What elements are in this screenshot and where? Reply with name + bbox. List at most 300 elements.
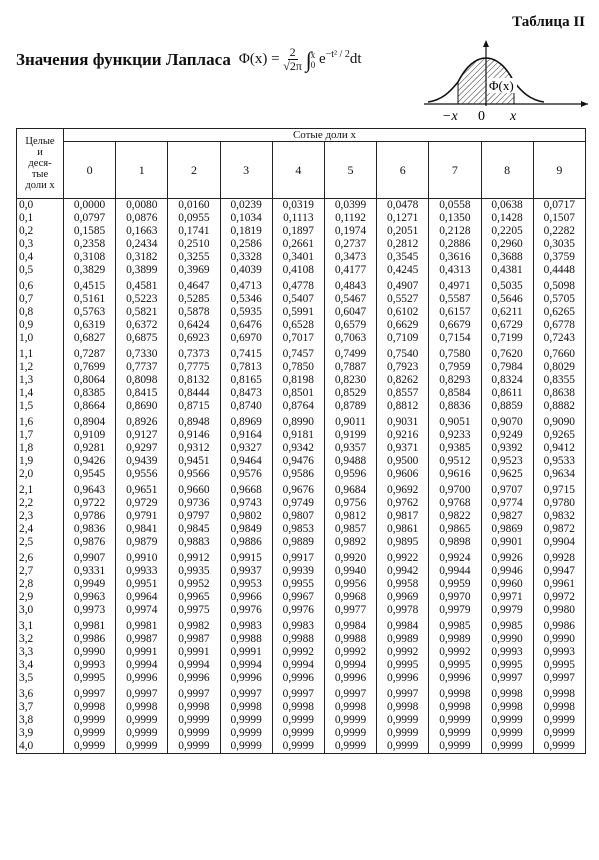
table-cell: 0,6265 xyxy=(533,306,585,319)
graph-phi-label: Φ(x) xyxy=(489,78,514,93)
table-cell: 0,8664 xyxy=(64,400,116,413)
table-cell: 0,9999 xyxy=(481,714,533,727)
table-cell: 0,9807 xyxy=(272,510,324,523)
group-header: Сотые доли x xyxy=(64,129,586,142)
table-cell: 0,9070 xyxy=(481,413,533,429)
table-cell: 0,9996 xyxy=(377,672,429,685)
table-cell: 0,9952 xyxy=(168,578,220,591)
table-cell: 0,9987 xyxy=(116,633,168,646)
table-cell: 0,9920 xyxy=(324,549,376,565)
table-cell: 0,3255 xyxy=(168,251,220,264)
table-cell: 0,6875 xyxy=(116,332,168,345)
table-cell: 0,9109 xyxy=(64,429,116,442)
table-cell: 0,8926 xyxy=(116,413,168,429)
table-cell: 0,9992 xyxy=(377,646,429,659)
table-row xyxy=(17,591,586,604)
corner-line: тые xyxy=(31,169,49,180)
table-cell: 0,9997 xyxy=(481,672,533,685)
table-cell: 0,8132 xyxy=(168,374,220,387)
table-cell: 0,2282 xyxy=(533,225,585,238)
table-cell: 0,0478 xyxy=(377,199,429,213)
table-cell: 0,9997 xyxy=(64,685,116,701)
table-row xyxy=(17,646,586,659)
table-cell: 0,9989 xyxy=(429,633,481,646)
table-cell: 0,9999 xyxy=(272,740,324,754)
graph-pos-x-label: x xyxy=(510,109,517,124)
table-cell: 0,9216 xyxy=(377,429,429,442)
table-cell: 0,3829 xyxy=(64,264,116,277)
table-row xyxy=(17,536,586,549)
table-cell: 0,1192 xyxy=(324,212,376,225)
table-cell: 0,6729 xyxy=(481,319,533,332)
table-cell: 0,8789 xyxy=(324,400,376,413)
table-cell: 0,9998 xyxy=(168,701,220,714)
row-x-value: 3,9 xyxy=(17,727,64,740)
table-cell: 0,9955 xyxy=(272,578,324,591)
table-cell: 0,9994 xyxy=(220,659,272,672)
table-cell: 0,7199 xyxy=(481,332,533,345)
table-cell: 0,1585 xyxy=(64,225,116,238)
table-cell: 0,3473 xyxy=(324,251,376,264)
table-cell: 0,9977 xyxy=(324,604,376,617)
table-cell: 0,9960 xyxy=(481,578,533,591)
table-row xyxy=(17,306,586,319)
table-cell: 0,2586 xyxy=(220,238,272,251)
table-cell: 0,9997 xyxy=(533,672,585,685)
table-cell: 0,9999 xyxy=(168,714,220,727)
table-cell: 0,4971 xyxy=(429,277,481,293)
table-cell: 0,3108 xyxy=(64,251,116,264)
table-cell: 0,8385 xyxy=(64,387,116,400)
row-x-value: 1,8 xyxy=(17,442,64,455)
table-cell: 0,9996 xyxy=(429,672,481,685)
table-cell: 0,9700 xyxy=(429,481,481,497)
column-header: 3 xyxy=(220,142,272,199)
table-row xyxy=(17,387,586,400)
table-cell: 0,2661 xyxy=(272,238,324,251)
table-cell: 0,8029 xyxy=(533,361,585,374)
corner-line: и xyxy=(37,147,43,158)
table-cell: 0,8064 xyxy=(64,374,116,387)
row-x-value: 1,3 xyxy=(17,374,64,387)
table-row xyxy=(17,701,586,714)
column-header: 9 xyxy=(533,142,585,199)
table-cell: 0,9981 xyxy=(116,617,168,633)
table-row xyxy=(17,293,586,306)
table-cell: 0,4245 xyxy=(377,264,429,277)
table-row xyxy=(17,264,586,277)
table-cell: 0,9999 xyxy=(377,714,429,727)
row-x-value: 3,2 xyxy=(17,633,64,646)
table-row xyxy=(17,455,586,468)
table-cell: 0,9990 xyxy=(64,646,116,659)
table-cell: 0,1428 xyxy=(481,212,533,225)
row-x-value: 0,6 xyxy=(17,277,64,293)
table-cell: 0,9988 xyxy=(220,633,272,646)
table-cell: 0,9715 xyxy=(533,481,585,497)
table-cell: 0,9997 xyxy=(377,685,429,701)
table-cell: 0,7984 xyxy=(481,361,533,374)
row-x-value: 0,4 xyxy=(17,251,64,264)
table-cell: 0,9999 xyxy=(168,727,220,740)
table-cell: 0,7660 xyxy=(533,345,585,361)
table-cell: 0,1271 xyxy=(377,212,429,225)
table-cell: 0,9991 xyxy=(168,646,220,659)
table-cell: 0,4177 xyxy=(324,264,376,277)
table-cell: 0,3969 xyxy=(168,264,220,277)
table-row xyxy=(17,633,586,646)
table-cell: 0,9964 xyxy=(116,591,168,604)
table-cell: 0,9999 xyxy=(324,714,376,727)
table-cell: 0,9970 xyxy=(429,591,481,604)
table-cell: 0,9861 xyxy=(377,523,429,536)
table-cell: 0,0797 xyxy=(64,212,116,225)
table-cell: 0,9780 xyxy=(533,497,585,510)
table-row xyxy=(17,604,586,617)
table-cell: 0,8293 xyxy=(429,374,481,387)
table-cell: 0,9898 xyxy=(429,536,481,549)
table-cell: 0,3899 xyxy=(116,264,168,277)
table-cell: 0,9993 xyxy=(533,646,585,659)
table-cell: 0,9997 xyxy=(220,685,272,701)
table-cell: 0,9392 xyxy=(481,442,533,455)
table-cell: 0,9944 xyxy=(429,565,481,578)
table-cell: 0,7813 xyxy=(220,361,272,374)
column-header: 6 xyxy=(377,142,429,199)
table-cell: 0,7775 xyxy=(168,361,220,374)
table-cell: 0,9917 xyxy=(272,549,324,565)
table-cell: 0,7737 xyxy=(116,361,168,374)
column-header: 4 xyxy=(272,142,324,199)
table-cell: 0,6827 xyxy=(64,332,116,345)
table-cell: 0,9992 xyxy=(324,646,376,659)
table-cell: 0,9999 xyxy=(272,727,324,740)
table-cell: 0,5161 xyxy=(64,293,116,306)
table-cell: 0,7923 xyxy=(377,361,429,374)
table-cell: 0,5646 xyxy=(481,293,533,306)
table-cell: 0,4843 xyxy=(324,277,376,293)
table-cell: 0,8859 xyxy=(481,400,533,413)
table-cell: 0,9985 xyxy=(429,617,481,633)
table-cell: 0,9991 xyxy=(220,646,272,659)
table-row xyxy=(17,429,586,442)
table-cell: 0,9331 xyxy=(64,565,116,578)
column-header: 0 xyxy=(64,142,116,199)
column-header: 2 xyxy=(168,142,220,199)
table-cell: 0,9976 xyxy=(272,604,324,617)
table-cell: 0,9791 xyxy=(116,510,168,523)
table-cell: 0,8740 xyxy=(220,400,272,413)
table-cell: 0,9832 xyxy=(533,510,585,523)
formula-numerator: 2 xyxy=(289,45,296,59)
table-cell: 0,9976 xyxy=(220,604,272,617)
row-x-value: 3,8 xyxy=(17,714,64,727)
table-cell: 0,9999 xyxy=(64,714,116,727)
table-cell: 0,0399 xyxy=(324,199,376,213)
table-cell: 0,5285 xyxy=(168,293,220,306)
table-cell: 0,9997 xyxy=(324,685,376,701)
table-cell: 0,7887 xyxy=(324,361,376,374)
table-cell: 0,9974 xyxy=(116,604,168,617)
row-x-value: 1,0 xyxy=(17,332,64,345)
table-cell: 0,9999 xyxy=(429,727,481,740)
table-cell: 0,8638 xyxy=(533,387,585,400)
table-cell: 0,1507 xyxy=(533,212,585,225)
row-x-value: 1,6 xyxy=(17,413,64,429)
table-cell: 0,9889 xyxy=(272,536,324,549)
table-cell: 0,8230 xyxy=(324,374,376,387)
row-x-value: 1,7 xyxy=(17,429,64,442)
graph-neg-x-label: −x xyxy=(442,109,458,124)
table-cell: 0,9756 xyxy=(324,497,376,510)
table-cell: 0,4713 xyxy=(220,277,272,293)
table-cell: 0,7699 xyxy=(64,361,116,374)
table-cell: 0,8098 xyxy=(116,374,168,387)
table-cell: 0,9942 xyxy=(377,565,429,578)
table-row xyxy=(17,578,586,591)
table-cell: 0,4581 xyxy=(116,277,168,293)
table-cell: 0,7540 xyxy=(377,345,429,361)
table-cell: 0,9327 xyxy=(220,442,272,455)
table-cell: 0,9907 xyxy=(64,549,116,565)
table-cell: 0,9937 xyxy=(220,565,272,578)
table-cell: 0,9999 xyxy=(533,727,585,740)
table-cell: 0,9749 xyxy=(272,497,324,510)
table-cell: 0,9736 xyxy=(168,497,220,510)
table-cell: 0,9995 xyxy=(481,659,533,672)
table-cell: 0,9849 xyxy=(220,523,272,536)
table-cell: 0,9984 xyxy=(324,617,376,633)
table-cell: 0,9817 xyxy=(377,510,429,523)
graph-y-axis-arrow xyxy=(483,40,489,47)
table-cell: 0,9998 xyxy=(429,685,481,701)
table-row xyxy=(17,238,586,251)
table-cell: 0,7063 xyxy=(324,332,376,345)
table-row xyxy=(17,685,586,701)
table-cell: 0,9586 xyxy=(272,468,324,481)
table-row xyxy=(17,714,586,727)
table-cell: 0,9951 xyxy=(116,578,168,591)
table-cell: 0,3616 xyxy=(429,251,481,264)
table-cell: 0,9762 xyxy=(377,497,429,510)
row-x-value: 2,8 xyxy=(17,578,64,591)
table-cell: 0,9988 xyxy=(272,633,324,646)
table-cell: 0,9999 xyxy=(168,740,220,754)
table-cell: 0,9973 xyxy=(64,604,116,617)
row-x-value: 2,3 xyxy=(17,510,64,523)
integral-lower-limit: 0 xyxy=(310,59,316,70)
integral-upper-limit: x xyxy=(310,49,316,60)
table-cell: 0,9999 xyxy=(533,740,585,754)
table-cell: 0,9051 xyxy=(429,413,481,429)
column-header: 5 xyxy=(324,142,376,199)
table-cell: 0,2205 xyxy=(481,225,533,238)
table-cell: 0,0239 xyxy=(220,199,272,213)
table-cell: 0,9912 xyxy=(168,549,220,565)
table-cell: 0,8882 xyxy=(533,400,585,413)
table-cell: 0,3035 xyxy=(533,238,585,251)
table-cell: 0,9249 xyxy=(481,429,533,442)
table-cell: 0,4515 xyxy=(64,277,116,293)
table-cell: 0,8444 xyxy=(168,387,220,400)
table-cell: 0,6424 xyxy=(168,319,220,332)
table-cell: 0,9947 xyxy=(533,565,585,578)
table-cell: 0,9939 xyxy=(272,565,324,578)
table-cell: 0,7457 xyxy=(272,345,324,361)
table-cell: 0,9924 xyxy=(429,549,481,565)
table-cell: 0,7287 xyxy=(64,345,116,361)
table-cell: 0,6476 xyxy=(220,319,272,332)
table-cell: 0,9845 xyxy=(168,523,220,536)
table-cell: 0,9998 xyxy=(377,701,429,714)
table-cell: 0,0717 xyxy=(533,199,585,213)
table-row xyxy=(17,319,586,332)
table-cell: 0,5587 xyxy=(429,293,481,306)
table-cell: 0,9933 xyxy=(116,565,168,578)
laplace-formula xyxy=(239,46,362,73)
table-cell: 0,9426 xyxy=(64,455,116,468)
table-cell: 0,9985 xyxy=(481,617,533,633)
row-x-value: 0,5 xyxy=(17,264,64,277)
table-cell: 0,9616 xyxy=(429,468,481,481)
corner-header xyxy=(17,129,64,199)
row-x-value: 2,9 xyxy=(17,591,64,604)
table-cell: 0,9946 xyxy=(481,565,533,578)
table-cell: 0,9998 xyxy=(116,701,168,714)
table-cell: 0,9692 xyxy=(377,481,429,497)
table-cell: 0,1113 xyxy=(272,212,324,225)
table-cell: 0,8415 xyxy=(116,387,168,400)
row-x-value: 0,8 xyxy=(17,306,64,319)
table-cell: 0,9991 xyxy=(116,646,168,659)
table-row xyxy=(17,727,586,740)
table-cell: 0,9996 xyxy=(272,672,324,685)
table-cell: 0,9935 xyxy=(168,565,220,578)
table-cell: 0,9606 xyxy=(377,468,429,481)
table-cell: 0,9971 xyxy=(481,591,533,604)
table-cell: 0,9999 xyxy=(324,727,376,740)
table-cell: 0,9090 xyxy=(533,413,585,429)
table-cell: 0,5346 xyxy=(220,293,272,306)
graph-zero-label: 0 xyxy=(478,109,485,124)
laplace-table xyxy=(16,128,586,754)
table-cell: 0,9199 xyxy=(324,429,376,442)
table-cell: 0,8584 xyxy=(429,387,481,400)
table-cell: 0,9797 xyxy=(168,510,220,523)
table-cell: 0,9949 xyxy=(64,578,116,591)
row-x-value: 0,0 xyxy=(17,199,64,213)
table-row xyxy=(17,374,586,387)
table-cell: 0,7850 xyxy=(272,361,324,374)
table-cell: 0,3328 xyxy=(220,251,272,264)
table-cell: 0,9994 xyxy=(272,659,324,672)
graph-x-axis-arrow xyxy=(581,101,588,107)
table-cell: 0,3545 xyxy=(377,251,429,264)
table-cell: 0,4039 xyxy=(220,264,272,277)
table-row xyxy=(17,659,586,672)
table-cell: 0,9996 xyxy=(324,672,376,685)
table-cell: 0,9988 xyxy=(324,633,376,646)
table-cell: 0,7154 xyxy=(429,332,481,345)
row-x-value: 2,1 xyxy=(17,481,64,497)
table-cell: 0,9812 xyxy=(324,510,376,523)
table-cell: 0,2737 xyxy=(324,238,376,251)
column-header: 1 xyxy=(116,142,168,199)
row-x-value: 3,5 xyxy=(17,672,64,685)
page-title xyxy=(16,46,362,73)
table-cell: 0,9963 xyxy=(64,591,116,604)
integral-sign: ∫ xyxy=(305,46,312,72)
table-cell: 0,9853 xyxy=(272,523,324,536)
table-cell: 0,3401 xyxy=(272,251,324,264)
table-cell: 0,8473 xyxy=(220,387,272,400)
table-cell: 0,9983 xyxy=(220,617,272,633)
table-cell: 0,1034 xyxy=(220,212,272,225)
table-cell: 0,6211 xyxy=(481,306,533,319)
table-cell: 0,7017 xyxy=(272,332,324,345)
table-cell: 0,9556 xyxy=(116,468,168,481)
integrand-exponent: −t² / 2 xyxy=(325,48,350,60)
table-cell: 0,6679 xyxy=(429,319,481,332)
table-row xyxy=(17,361,586,374)
table-cell: 0,9768 xyxy=(429,497,481,510)
table-cell: 0,7373 xyxy=(168,345,220,361)
table-cell: 0,9999 xyxy=(377,727,429,740)
row-x-value: 0,9 xyxy=(17,319,64,332)
row-x-value: 3,7 xyxy=(17,701,64,714)
table-cell: 0,4313 xyxy=(429,264,481,277)
table-cell: 0,8764 xyxy=(272,400,324,413)
table-cell: 0,9786 xyxy=(64,510,116,523)
table-cell: 0,9998 xyxy=(220,701,272,714)
row-x-value: 3,4 xyxy=(17,659,64,672)
table-row xyxy=(17,617,586,633)
row-x-value: 1,2 xyxy=(17,361,64,374)
table-cell: 0,0080 xyxy=(116,199,168,213)
table-cell: 0,9634 xyxy=(533,468,585,481)
table-cell: 0,9836 xyxy=(64,523,116,536)
row-x-value: 4,0 xyxy=(17,740,64,754)
table-cell: 0,4448 xyxy=(533,264,585,277)
table-cell: 0,9651 xyxy=(116,481,168,497)
table-cell: 0,9901 xyxy=(481,536,533,549)
table-cell: 0,9999 xyxy=(116,740,168,754)
table-cell: 0,1819 xyxy=(220,225,272,238)
table-cell: 0,6319 xyxy=(64,319,116,332)
corner-line: Целые xyxy=(25,136,55,147)
table-cell: 0,9978 xyxy=(377,604,429,617)
table-row xyxy=(17,672,586,685)
table-cell: 0,9995 xyxy=(377,659,429,672)
table-cell: 0,9439 xyxy=(116,455,168,468)
table-cell: 0,1663 xyxy=(116,225,168,238)
table-cell: 0,9999 xyxy=(429,740,481,754)
row-x-value: 2,4 xyxy=(17,523,64,536)
table-cell: 0,9533 xyxy=(533,455,585,468)
table-row xyxy=(17,497,586,510)
table-cell: 0,6102 xyxy=(377,306,429,319)
table-cell: 0,6372 xyxy=(116,319,168,332)
table-cell: 0,5467 xyxy=(324,293,376,306)
table-cell: 0,9722 xyxy=(64,497,116,510)
table-row xyxy=(17,510,586,523)
table-cell: 0,9566 xyxy=(168,468,220,481)
table-cell: 0,9892 xyxy=(324,536,376,549)
table-cell: 0,8990 xyxy=(272,413,324,429)
table-cell: 0,7415 xyxy=(220,345,272,361)
table-cell: 0,9827 xyxy=(481,510,533,523)
table-cell: 0,9966 xyxy=(220,591,272,604)
